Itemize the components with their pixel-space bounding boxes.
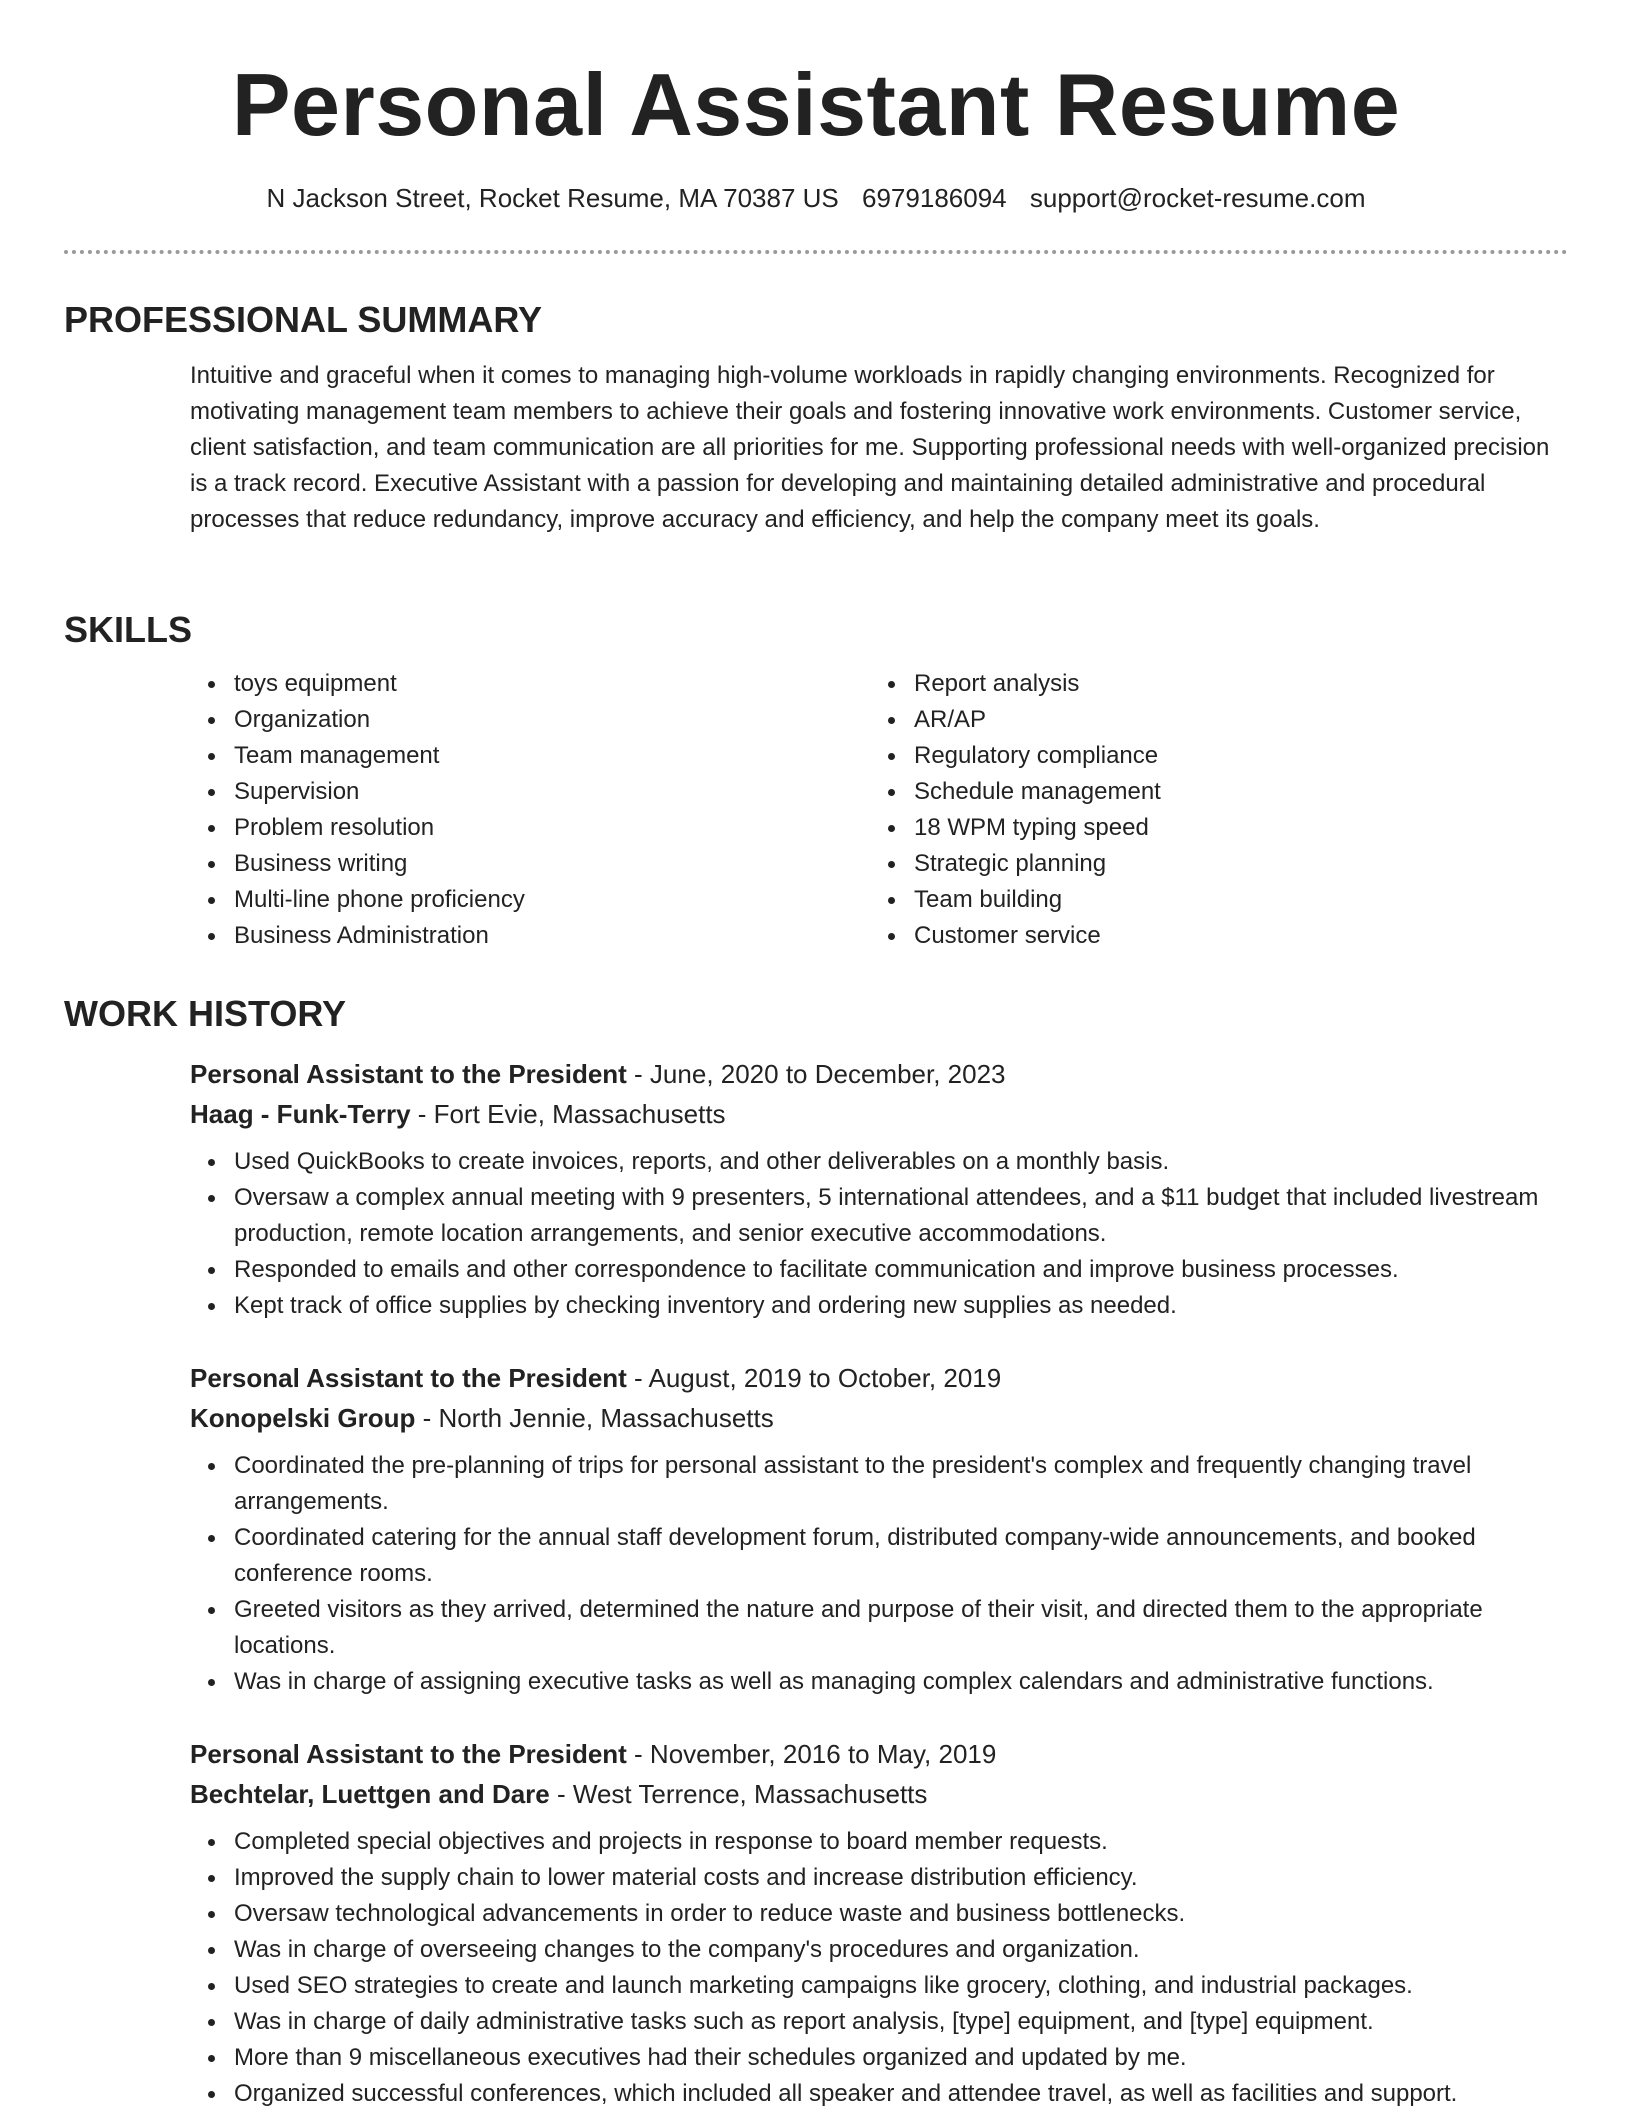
skill-item: Business writing [234, 846, 870, 882]
job-title: Personal Assistant to the President [190, 1363, 627, 1393]
job-bullet: More than 9 miscellaneous executives had their schedules organized and updated by me. [234, 2040, 1554, 2076]
job-bullet: Improved the supply chain to lower material costs and increase distribution efficiency. [234, 1860, 1554, 1896]
job-bullets [190, 1144, 1554, 1324]
job-title: Personal Assistant to the President [190, 1059, 627, 1089]
address: N Jackson Street, Rocket Resume, MA 70387 US [266, 183, 839, 213]
work-history-content [190, 1054, 1554, 2112]
skill-item: Problem resolution [234, 810, 870, 846]
company-location: - Fort Evie, Massachusetts [410, 1099, 726, 1129]
work-history-section [64, 992, 1568, 2112]
job-title-line [190, 1358, 1554, 1398]
summary-content [190, 358, 1554, 538]
summary-section [64, 298, 1568, 538]
skill-item: Strategic planning [914, 846, 1550, 882]
job-bullet: Used QuickBooks to create invoices, reports, and other deliverables on a monthly basis. [234, 1144, 1554, 1180]
skill-item: Business Administration [234, 918, 870, 954]
job-bullet: Was in charge of daily administrative tasks such as report analysis, [type] equipment, and [type] equipment. [234, 2004, 1554, 2040]
company-location: - West Terrence, Massachusetts [549, 1779, 928, 1809]
skill-item: Report analysis [914, 666, 1550, 702]
job-dates: - June, 2020 to December, 2023 [626, 1059, 1006, 1089]
skills-column-left [190, 666, 870, 954]
summary-heading: PROFESSIONAL SUMMARY [64, 299, 543, 340]
job-bullet: Completed special objectives and projects in response to board member requests. [234, 1824, 1554, 1860]
resume-title: Personal Assistant Resume [231, 55, 1401, 154]
job-dates: - August, 2019 to October, 2019 [626, 1363, 1002, 1393]
skills-grid [190, 666, 1554, 954]
skill-item: Supervision [234, 774, 870, 810]
company-name: Konopelski Group [190, 1403, 416, 1433]
company-name: Bechtelar, Luettgen and Dare [190, 1779, 550, 1809]
job-bullet: Kept track of office supplies by checking inventory and ordering new supplies as needed. [234, 1288, 1554, 1324]
job-bullet: Organized successful conferences, which included all speaker and attendee travel, as well as facilities and support. [234, 2076, 1554, 2112]
job-dates: - November, 2016 to May, 2019 [626, 1739, 997, 1769]
skill-item: 18 WPM typing speed [914, 810, 1550, 846]
job-bullet: Coordinated catering for the annual staff development forum, distributed company-wide announcements, and booked conference rooms. [234, 1520, 1554, 1592]
job-title: Personal Assistant to the President [190, 1739, 627, 1769]
skill-item: AR/AP [914, 702, 1550, 738]
work-history-heading: WORK HISTORY [64, 993, 347, 1034]
skills-heading: SKILLS [64, 609, 193, 650]
job-bullet: Coordinated the pre-planning of trips for personal assistant to the president's complex and frequently changing travel arrangements. [234, 1448, 1554, 1520]
skill-item: Team management [234, 738, 870, 774]
job-entry [190, 1734, 1554, 2112]
phone: 6979186094 [862, 183, 1007, 213]
job-company-line [190, 1398, 1554, 1438]
job-entry [190, 1358, 1554, 1700]
job-bullet: Oversaw technological advancements in order to reduce waste and business bottlenecks. [234, 1896, 1554, 1932]
job-bullet: Used SEO strategies to create and launch marketing campaigns like grocery, clothing, and industrial packages. [234, 1968, 1554, 2004]
job-company-line [190, 1094, 1554, 1134]
skills-column-right [870, 666, 1550, 954]
skill-item: Multi-line phone proficiency [234, 882, 870, 918]
job-bullet: Was in charge of assigning executive tasks as well as managing complex calendars and administrative functions. [234, 1664, 1554, 1700]
email: support@rocket-resume.com [1029, 183, 1366, 213]
skill-item: Regulatory compliance [914, 738, 1550, 774]
job-bullets [190, 1824, 1554, 2112]
summary-text: Intuitive and graceful when it comes to managing high-volume workloads in rapidly changing environments. Recognized for motivating management team members to achieve their goals and fostering innovative work environments. Customer service, client satisfaction, and team communication are all priorities for me. Supporting professional needs with well-organized precision is a track record. Executive Assistant with a passion for developing and maintaining detailed administrative and procedural processes that reduce redundancy, improve accuracy and efficiency, and help the company meet its goals. [190, 362, 1550, 533]
skill-item: Organization [234, 702, 870, 738]
job-bullet: Was in charge of overseeing changes to the company's procedures and organization. [234, 1932, 1554, 1968]
skills-content [190, 666, 1554, 954]
job-bullet: Responded to emails and other correspondence to facilitate communication and improve business processes. [234, 1252, 1554, 1288]
job-title-line [190, 1734, 1554, 1774]
job-bullet: Greeted visitors as they arrived, determined the nature and purpose of their visit, and directed them to the appropriate locations. [234, 1592, 1554, 1664]
company-name: Haag - Funk-Terry [190, 1099, 411, 1129]
skill-item: Schedule management [914, 774, 1550, 810]
job-title-line [190, 1054, 1554, 1094]
skill-item: toys equipment [234, 666, 870, 702]
job-bullet: Oversaw a complex annual meeting with 9 presenters, 5 international attendees, and a $11 budget that included livestream production, remote location arrangements, and senior executive accommodations. [234, 1180, 1554, 1252]
contact-line [0, 180, 1632, 216]
skill-item: Customer service [914, 918, 1550, 954]
job-bullets [190, 1448, 1554, 1700]
company-location: - North Jennie, Massachusetts [415, 1403, 774, 1433]
header-divider [64, 250, 1568, 254]
job-entry [190, 1054, 1554, 1324]
skill-item: Team building [914, 882, 1550, 918]
job-company-line [190, 1774, 1554, 1814]
skills-section [64, 608, 1568, 954]
